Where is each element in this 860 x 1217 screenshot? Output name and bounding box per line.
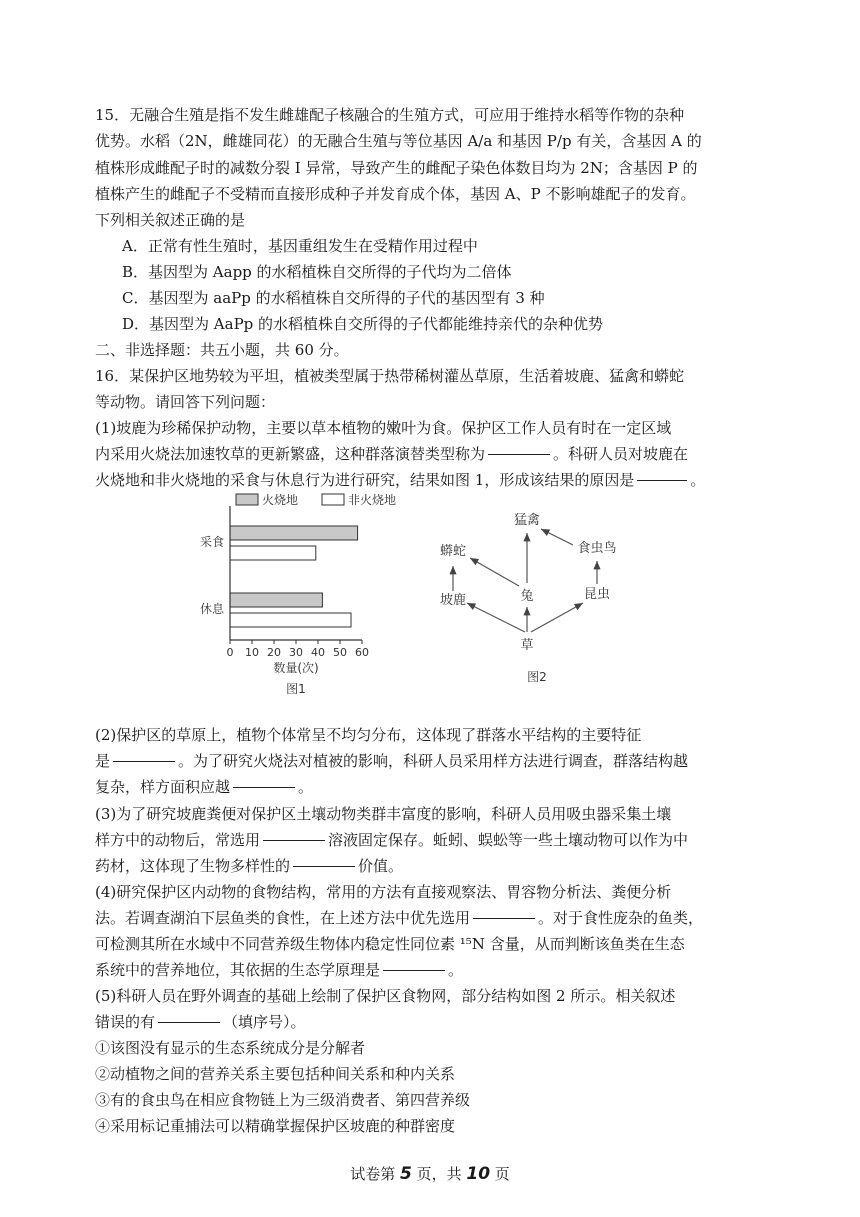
q16-p1-text-b: 。科研人员对坡鹿在 xyxy=(553,445,689,463)
x-tick-label: 30 xyxy=(289,646,303,659)
q16-p5-line-1: (5)科研人员在野外调查的基础上绘制了保护区食物网，部分结构如图 2 所示。相关叙述 xyxy=(95,987,676,1005)
statement-2: ②动植物之间的营养关系主要包括种间关系和种内关系 xyxy=(95,1065,456,1083)
category-labels xyxy=(200,535,225,616)
x-tick-label: 20 xyxy=(267,646,281,659)
legend-swatch xyxy=(322,494,344,505)
q16-p3-text-b: 溶液固定保存。蚯蚓、蜈蚣等一些土壤动物可以作为中 xyxy=(328,831,689,849)
legend-swatch xyxy=(236,494,258,505)
q16-p4-text-b: 。对于食性庞杂的鱼类， xyxy=(538,909,704,927)
q15-line-3: 植株形成雌配子时的减数分裂 I 异常，导致产生的雌配子染色体数目均为 2N；含基因 P 的 xyxy=(95,159,698,177)
figure-1-caption: 图1 xyxy=(286,682,306,696)
q16-p2-text-b: 。为了研究火烧法对植被的影响，科研人员采用样方法进行调查，群落结构越 xyxy=(178,752,689,770)
q16-p5-line-2 xyxy=(95,1009,306,1035)
q16-intro-1: 16．某保护区地势较为平坦，植被类型属于热带稀树灌丛草原，生活着坡鹿、猛禽和蟒蛇 xyxy=(95,367,685,385)
answer-blank[interactable] xyxy=(473,918,535,919)
q16-p4-line-3: 可检测其所在水域中不同营养级生物体内稳定性同位素 ¹⁵N 含量，从而判断该鱼类在生态 xyxy=(95,935,685,953)
q16-p2-line-3 xyxy=(95,774,313,800)
q16-p1-text-a: 内采用火烧法加速牧草的更新繁盛，这种群落演替类型称为 xyxy=(95,445,486,463)
arrow-rabbit-python xyxy=(470,558,519,586)
q16-p1-text-d: 。 xyxy=(690,471,706,489)
arrow-grass-insect xyxy=(531,603,583,632)
q15-option-a: A．正常有性生殖时，基因重组发生在受精作用过程中 xyxy=(122,237,478,255)
statement-3: ③有的食虫鸟在相应食物链上为三级消费者、第四营养级 xyxy=(95,1091,471,1109)
bar-休息-火烧地 xyxy=(230,593,322,607)
q16-p4-text-c: 系统中的营养地位，其依据的生态学原理是 xyxy=(95,961,381,979)
node-python: 蟒蛇 xyxy=(439,544,467,559)
q16-p5-text-a: 错误的有 xyxy=(95,1013,156,1031)
x-tick-label: 10 xyxy=(245,646,259,659)
q16-p2-text-a: 是 xyxy=(95,752,111,770)
q16-p3-text-c: 药材，这体现了生物多样性的 xyxy=(95,857,291,875)
answer-blank[interactable] xyxy=(637,480,687,481)
q16-p3-text-d: 价值。 xyxy=(358,857,404,875)
q15-option-b: B．基因型为 Aapp 的水稻植株自交所得的子代均为二倍体 xyxy=(122,263,512,281)
q16-p2-line-2 xyxy=(95,748,688,774)
node-deer: 坡鹿 xyxy=(439,593,467,608)
q16-p4-line-1: (4)研究保护区内动物的食物结构，常用的方法有直接观察法、胃容物分析法、粪便分析 xyxy=(95,883,672,901)
figure-2-food-web xyxy=(425,500,655,690)
q16-p1-line-2 xyxy=(95,441,688,467)
x-tick-label: 50 xyxy=(333,646,347,659)
q16-p2-text-c: 复杂，样方面积应越 xyxy=(95,778,231,796)
statement-4: ④采用标记重捕法可以精确掌握保护区坡鹿的种群密度 xyxy=(95,1117,456,1135)
answer-blank[interactable] xyxy=(263,840,325,841)
figure-1-bar-chart xyxy=(190,488,397,703)
footer-total-pages: 10 xyxy=(466,1164,491,1184)
legend-label: 火烧地 xyxy=(262,493,299,507)
q16-p5-text-b: （填序号）。 xyxy=(223,1013,306,1031)
chart-bars xyxy=(230,526,358,627)
node-insectivorous-bird: 食虫鸟 xyxy=(577,541,617,556)
q15-option-c: C．基因型为 aaPp 的水稻植株自交所得的子代的基因型有 3 种 xyxy=(122,289,545,307)
legend-label: 非火烧地 xyxy=(348,493,397,507)
x-axis-label: 数量(次) xyxy=(273,661,319,675)
q15-line-4: 植株产生的雌配子不受精而直接形成种子并发育成个体，基因 A、P 不影响雄配子的发育。 xyxy=(95,185,696,203)
q16-p1-line-1: (1)坡鹿为珍稀保护动物，主要以草本植物的嫩叶为食。保护区工作人员有时在一定区域 xyxy=(95,419,672,437)
bar-采食-火烧地 xyxy=(230,526,358,540)
q16-p2-line-1: (2)保护区的草原上，植物个体常呈不均匀分布，这体现了群落水平结构的主要特征 xyxy=(95,726,642,744)
page-footer xyxy=(0,1163,860,1184)
figure-2-caption: 图2 xyxy=(527,670,547,684)
node-grass: 草 xyxy=(520,638,534,653)
footer-page-number: 5 xyxy=(399,1164,412,1184)
answer-blank[interactable] xyxy=(293,866,355,867)
footer-text-post: 页 xyxy=(490,1165,510,1183)
arrow-bird-hawk xyxy=(541,529,573,545)
food-web-arrows xyxy=(453,529,597,632)
x-tick-label: 40 xyxy=(311,646,325,659)
statement-1: ①该图没有显示的生态系统成分是分解者 xyxy=(95,1039,366,1057)
node-rabbit: 兔 xyxy=(520,589,534,604)
bar-采食-非火烧地 xyxy=(230,546,316,560)
category-label-采食: 采食 xyxy=(199,535,224,549)
chart-legend xyxy=(236,492,396,507)
section-heading: 二、非选择题：共五小题，共 60 分。 xyxy=(95,341,349,359)
answer-blank[interactable] xyxy=(113,761,175,762)
answer-blank[interactable] xyxy=(233,787,295,788)
q15-line-5: 下列相关叙述正确的是 xyxy=(95,211,246,229)
answer-blank[interactable] xyxy=(158,1022,220,1023)
category-label-休息: 休息 xyxy=(199,602,224,616)
q16-p3-text-a: 样方中的动物后，常选用 xyxy=(95,831,261,849)
q16-p4-text-a: 法。若调查湖泊下层鱼类的食性，在上述方法中优先选用 xyxy=(95,909,471,927)
q16-p3-line-1: (3)为了研究坡鹿粪便对保护区土壤动物类群丰富度的影响，科研人员用吸虫器采集土壤 xyxy=(95,805,672,823)
q16-p4-line-4 xyxy=(95,957,463,983)
q16-p1-text-c: 火烧地和非火烧地的采食与休息行为进行研究，结果如图 1，形成该结果的原因是 xyxy=(95,471,635,489)
footer-text-mid: 页，共 xyxy=(411,1165,467,1183)
q16-p4-text-d: 。 xyxy=(448,961,464,979)
q15-option-d: D．基因型为 AaPp 的水稻植株自交所得的子代都能维持亲代的杂种优势 xyxy=(122,315,604,333)
answer-blank[interactable] xyxy=(488,454,550,455)
q16-p1-line-3 xyxy=(95,467,705,493)
answer-blank[interactable] xyxy=(383,970,445,971)
q15-line-1: 15．无融合生殖是指不发生雌雄配子核融合的生殖方式，可应用于维持水稻等作物的杂种 xyxy=(95,106,685,124)
q16-p2-text-d: 。 xyxy=(298,778,314,796)
q15-line-2: 优势。水稻（2N，雌雄同花）的无融合生殖与等位基因 A/a 和基因 P/p 有关，含基因 A 的 xyxy=(95,132,702,150)
x-tick-label: 0 xyxy=(226,646,234,659)
node-insect: 昆虫 xyxy=(583,587,611,602)
x-axis-ticks xyxy=(227,640,370,659)
q16-intro-2: 等动物。请回答下列问题： xyxy=(95,393,276,411)
node-hawk: 猛禽 xyxy=(513,513,541,528)
q16-p3-line-3 xyxy=(95,853,403,879)
x-tick-label: 60 xyxy=(355,646,369,659)
arrow-grass-deer xyxy=(467,603,525,632)
q16-p3-line-2 xyxy=(95,827,688,853)
bar-休息-非火烧地 xyxy=(230,613,351,627)
footer-text-pre: 试卷第 xyxy=(350,1165,400,1183)
q16-p4-line-2 xyxy=(95,905,703,931)
